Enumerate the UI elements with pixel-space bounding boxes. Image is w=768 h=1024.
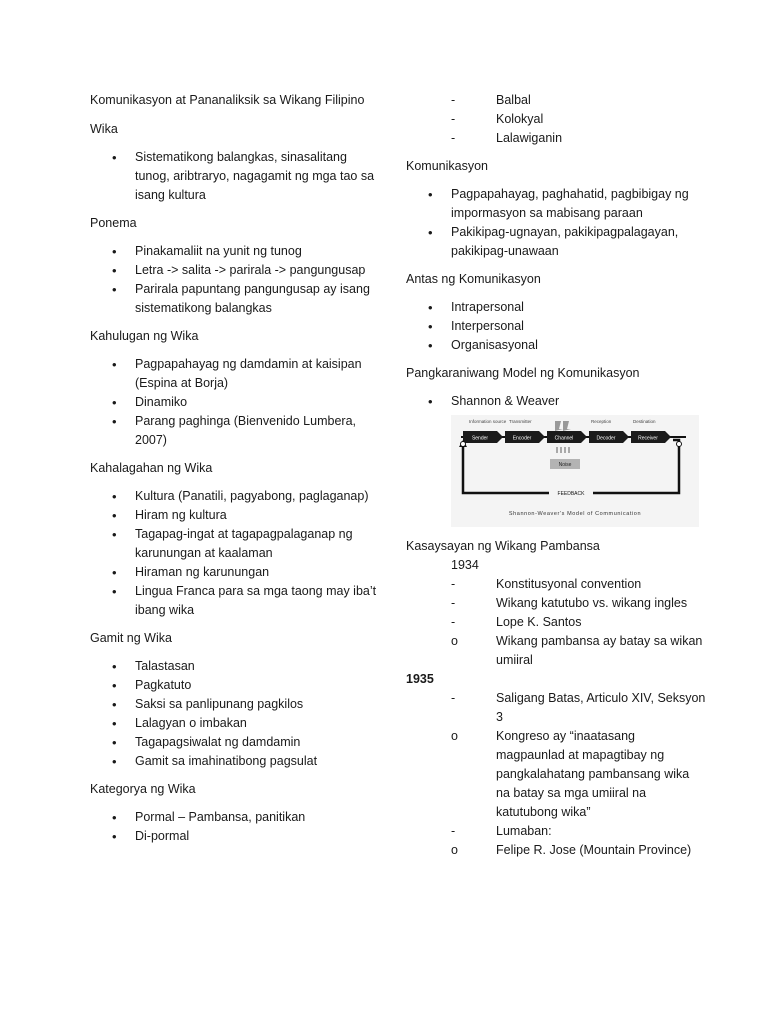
- bullet-item: • Shannon & Weaver: [406, 392, 706, 411]
- section-heading: Pangkaraniwang Model ng Komunikasyon: [406, 366, 640, 380]
- section-heading: Antas ng Komunikasyon: [406, 272, 541, 286]
- bullet-item: • Pinakamaliit na yunit ng tunog: [90, 242, 382, 261]
- history-text: Felipe R. Jose (Mountain Province): [496, 843, 692, 857]
- history-text: Lope K. Santos: [496, 615, 582, 629]
- bullet-item: • Lingua Franca para sa mga taong may iba’t ibang wika: [90, 582, 382, 620]
- dash-item: - Kolokyal: [451, 112, 544, 126]
- section-heading: Komunikasyon: [406, 159, 488, 173]
- section-heading: Kahulugan ng Wika: [90, 329, 199, 343]
- section-kahalagahan-ng-wika: [90, 459, 382, 620]
- box-encoder: [505, 431, 545, 443]
- section-gamit-ng-wika: [90, 629, 382, 771]
- left-column: [90, 91, 382, 855]
- bullet-item: • Letra -> salita -> parirala -> pangungusap: [90, 261, 382, 280]
- section-heading: Ponema: [90, 216, 137, 230]
- history-row: [451, 632, 706, 670]
- history-row: [451, 613, 706, 632]
- section-heading: Gamit ng Wika: [90, 631, 172, 645]
- box-decoder: [589, 431, 629, 443]
- box-label: Sender: [471, 435, 489, 442]
- bullet-item: • Dinamiko: [90, 393, 382, 412]
- history-text: Kongreso ay “inaatasang magpaunlad at mapagtibay ng pangkalahatang pambansang wika na batay sa mga umiiral na katutubong wika”: [496, 729, 690, 819]
- section-heading: Wika: [90, 122, 118, 136]
- section-heading: Kategorya ng Wika: [90, 782, 196, 796]
- history-row: [451, 841, 706, 860]
- box-label: Encoder: [512, 435, 532, 442]
- history-marker: o: [451, 843, 458, 857]
- history-marker: -: [451, 824, 456, 838]
- section-heading: Kahalagahan ng Wika: [90, 461, 213, 475]
- history-row: [451, 727, 706, 822]
- bullet-item: • Organisasyonal: [406, 336, 706, 355]
- history-text: Wikang katutubo vs. wikang ingles: [496, 596, 688, 610]
- bullet-item: • Intrapersonal: [406, 298, 706, 317]
- bullet-item: • Kultura (Panatili, pagyabong, paglaganap): [90, 487, 382, 506]
- section-kahulugan-ng-wika: [90, 327, 382, 450]
- diagram-svg: [451, 415, 699, 527]
- bullet-item: • Pormal – Pambansa, panitikan: [90, 808, 382, 827]
- history-marker: o: [451, 729, 458, 743]
- diagram-top-label: Destination: [633, 419, 656, 424]
- history-marker: -: [451, 577, 456, 591]
- bullet-item: • Hiram ng kultura: [90, 506, 382, 525]
- bullet-item: • Parang paghinga (Bienvenido Lumbera, 2007): [90, 412, 382, 450]
- bullet-item: • Tagapag-ingat at tagapagpalaganap ng karunungan at kaalaman: [90, 525, 382, 563]
- right-column: [406, 91, 706, 869]
- section-heading: Kasaysayan ng Wikang Pambansa: [406, 539, 600, 553]
- bullet-item: • Parirala papuntang pangungusap ay isang sistematikong balangkas: [90, 280, 382, 318]
- history-row: [451, 594, 706, 613]
- history-marker: -: [451, 691, 456, 705]
- section-kasaysayan: [406, 537, 706, 860]
- bullet-item: • Pakikipag-ugnayan, pakikipagpalagayan, pakikipag-unawaan: [406, 223, 706, 261]
- section-antas: [406, 270, 706, 355]
- bullet-item: • Talastasan: [90, 657, 382, 676]
- bullet-item: • Di-pormal: [90, 827, 382, 846]
- year-label: 1935: [406, 672, 434, 686]
- section-kategorya-ng-wika: [90, 780, 382, 846]
- box-sender: [463, 431, 503, 443]
- diagram-top-label: Information source: [469, 419, 507, 424]
- history-marker: -: [451, 615, 456, 629]
- shannon-weaver-diagram: [451, 415, 699, 527]
- bullet-item: • Interpersonal: [406, 317, 706, 336]
- box-channel: [547, 431, 587, 443]
- diagram-top-label: Reception: [591, 419, 612, 424]
- bullet-item: • Lalagyan o imbakan: [90, 714, 382, 733]
- history-text: Konstitusyonal convention: [496, 577, 642, 591]
- kategorya-continuation: [406, 91, 706, 148]
- box-receiver: [631, 431, 671, 443]
- year-label: 1934: [451, 558, 479, 572]
- noise-label: Noise: [558, 462, 572, 468]
- feedback-label: FEEDBACK: [557, 491, 585, 497]
- bullet-item: • Gamit sa imahinatibong pagsulat: [90, 752, 382, 771]
- section-model: [406, 364, 706, 527]
- box-label: Receiver: [638, 435, 658, 442]
- section-komunikasyon: [406, 157, 706, 261]
- bullet-item: • Pagpapahayag, paghahatid, pagbibigay ng impormasyon sa mabisang paraan: [406, 185, 706, 223]
- bullet-item: • Saksi sa panlipunang pagkilos: [90, 695, 382, 714]
- bullet-item: • Sistematikong balangkas, sinasalitang tunog, aribtraryo, nagagamit ng mga tao sa isang kultura: [90, 148, 382, 205]
- section-wika: [90, 120, 382, 205]
- document-title: Komunikasyon at Pananaliksik sa Wikang Filipino: [90, 93, 365, 107]
- feedback-end-node: [677, 442, 682, 447]
- bullet-item: • Pagpapahayag ng damdamin at kaisipan (Espina at Borja): [90, 355, 382, 393]
- history-text: Saligang Batas, Articulo XIV, Seksyon 3: [496, 691, 706, 724]
- box-label: Channel: [554, 435, 574, 442]
- diagram-caption: Shannon-Weaver's Model of Communication: [508, 511, 642, 517]
- history-marker: -: [451, 596, 456, 610]
- dash-item: - Balbal: [451, 93, 531, 107]
- history-row: [451, 689, 706, 727]
- box-label: Decoder: [596, 435, 616, 442]
- history-marker: o: [451, 634, 458, 648]
- bullet-item: • Pagkatuto: [90, 676, 382, 695]
- dash-item: - Lalawiganin: [451, 131, 563, 145]
- feedback-start-node: [461, 442, 466, 447]
- diagram-top-label: Transmitter: [509, 419, 532, 424]
- bullet-item: • Hiraman ng karunungan: [90, 563, 382, 582]
- history-row: [451, 575, 706, 594]
- history-text: Wikang pambansa ay batay sa wikan umiiral: [496, 634, 703, 667]
- history-row: [451, 822, 706, 841]
- bullet-item: • Tagapagsiwalat ng damdamin: [90, 733, 382, 752]
- section-ponema: [90, 214, 382, 318]
- history-text: Lumaban:: [496, 824, 552, 838]
